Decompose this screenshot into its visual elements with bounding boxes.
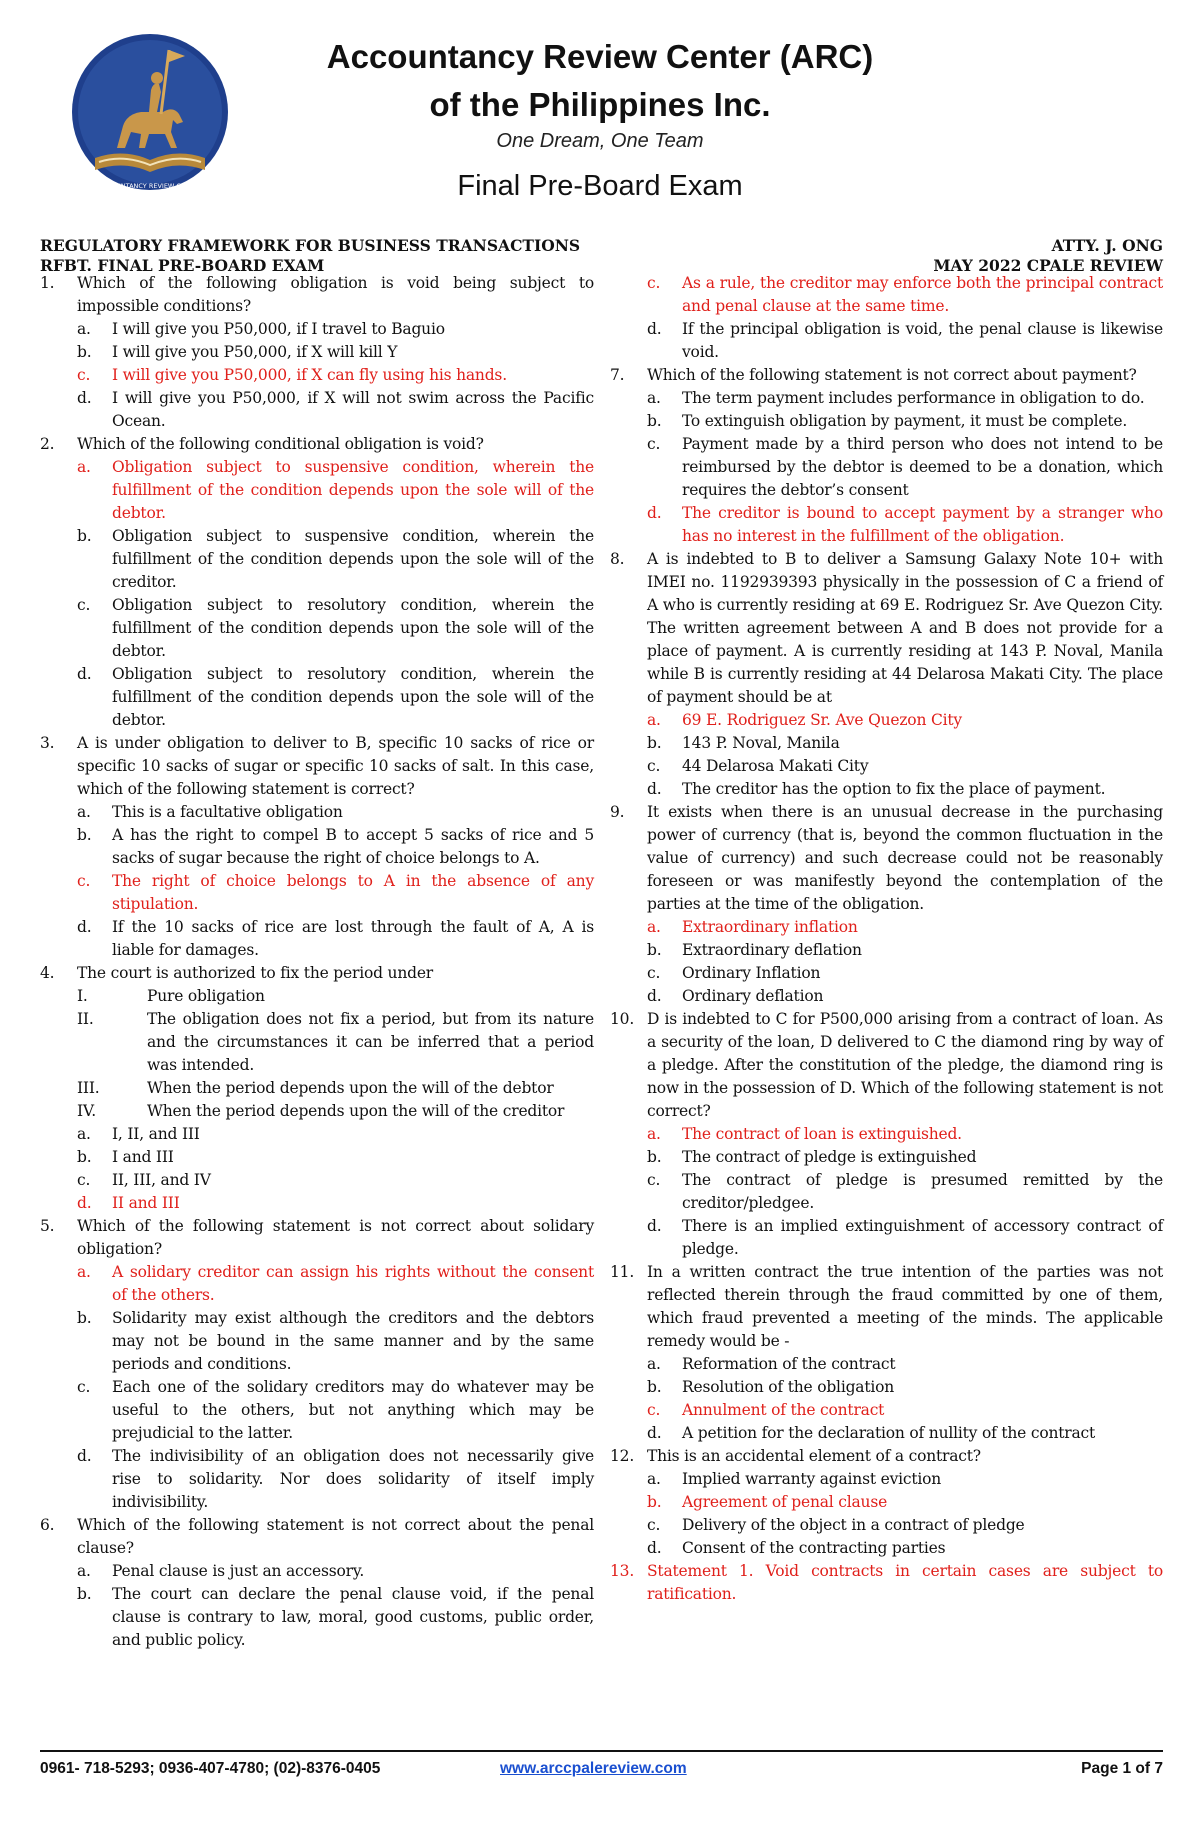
option-d-answer: d. II and III (77, 1194, 180, 1212)
option-a: a. Reformation of the contract (647, 1355, 896, 1373)
option-c: c. The contract of pledge is presumed remitted by the creditor/pledgee. (647, 1171, 1163, 1212)
option-b: b. I and III (77, 1148, 174, 1166)
option-d: d. Obligation subject to resolutory condition, wherein the fulfillment of the condition depends upon the sole will of the debtor. (77, 665, 594, 729)
footer-website-link[interactable]: www.arccpalereview.com (500, 1760, 687, 1777)
option-d: d. The indivisibility of an obligation does not necessarily give rise to solidarity. Nor does solidarity of itself imply indivisibility. (77, 1447, 594, 1511)
left-column (40, 272, 594, 1652)
question-3: 3. A is under obligation to deliver to B, specific 10 sacks of rice or specific 10 sacks of sugar or specific 10 sacks of salt. In this case, which of the following statement is correct? (40, 732, 594, 801)
option-a-answer: a. 69 E. Rodriguez Sr. Ave Quezon City (647, 711, 962, 729)
question-text: Which of the following statement is not correct about the penal clause? (77, 1516, 594, 1557)
option-a-answer: a. Obligation subject to suspensive condition, wherein the fulfillment of the condition depends upon the sole will of the debtor. (77, 458, 594, 522)
roman-item-i: I. Pure obligation (77, 987, 265, 1005)
tagline: One Dream, One Team (496, 130, 704, 152)
option-a-answer: a. Extraordinary inflation (647, 918, 858, 936)
question-4: 4. The court is authorized to fix the period under (40, 962, 594, 985)
option-a: a. Penal clause is just an accessory. (77, 1562, 365, 1580)
question-7: 7. Which of the following statement is not correct about payment? (610, 364, 1163, 387)
question-text: The court is authorized to fix the period under (77, 964, 434, 982)
option-d: d. The creditor has the option to fix the place of payment. (647, 780, 1106, 798)
option-b: b. I will give you P50,000, if X will kill Y (77, 343, 398, 361)
option-c: c. Obligation subject to resolutory condition, wherein the fulfillment of the condition depends upon the sole will of the debtor. (77, 596, 594, 660)
question-text: Statement 1. Void contracts in certain cases are subject to ratification. (647, 1562, 1163, 1603)
option-a-answer: a. A solidary creditor can assign his rights without the consent of the others. (77, 1263, 594, 1304)
option-b: b. Obligation subject to suspensive condition, wherein the fulfillment of the condition depends upon the sole will of the creditor. (77, 527, 594, 591)
option-a: a. The term payment includes performance in obligation to do. (647, 389, 1145, 407)
option-d: d. I will give you P50,000, if X will not swim across the Pacific Ocean. (77, 389, 594, 430)
option-d: d. If the principal obligation is void, the penal clause is likewise void. (647, 320, 1163, 361)
question-9: 9. It exists when there is an unusual decrease in the purchasing power of currency (that is, beyond the common fluctuation in the value of currency) and such decrease could not be reasonably foreseen or was manifestly beyond the contemplation of the parties at the time of the obligation. (610, 801, 1163, 916)
option-b-answer: b. Agreement of penal clause (647, 1493, 888, 1511)
option-b: b. To extinguish obligation by payment, it must be complete. (647, 412, 1128, 430)
option-c-answer: c. I will give you P50,000, if X can fly using his hands. (77, 366, 507, 384)
option-c-answer: c. The right of choice belongs to A in the absence of any stipulation. (77, 872, 594, 913)
question-text: Which of the following statement is not correct about payment? (647, 366, 1137, 384)
option-c: c. 44 Delarosa Makati City (647, 757, 869, 775)
option-c-answer: c. Annulment of the contract (647, 1401, 885, 1419)
question-text: In a written contract the true intention of the parties was not reflected therein through the fraud committed by one of them, which fraud prevented a meeting of the minds. The applicable remedy would be - (647, 1263, 1163, 1350)
option-a: a. I, II, and III (77, 1125, 200, 1143)
question-text: This is an accidental element of a contract? (647, 1447, 981, 1465)
option-b: b. The contract of pledge is extinguished (647, 1148, 977, 1166)
exam-code: RFBT. FINAL PRE-BOARD EXAM (40, 256, 325, 275)
question-13: 13. Statement 1. Void contracts in certain cases are subject to ratification. (610, 1560, 1163, 1606)
option-c: c. Ordinary Inflation (647, 964, 821, 982)
option-d: d. There is an implied extinguishment of accessory contract of pledge. (647, 1217, 1163, 1258)
option-d: d. If the 10 sacks of rice are lost through the fault of A, A is liable for damages. (77, 918, 594, 959)
question-6: 6. Which of the following statement is not correct about the penal clause? (40, 1514, 594, 1560)
footer-phones: 0961- 718-5293; 0936-407-4780; (02)-8376-0405 (40, 1760, 381, 1777)
option-a: a. This is a facultative obligation (77, 803, 343, 821)
option-d: d. Consent of the contracting parties (647, 1539, 946, 1557)
footer-page-number: Page 1 of 7 (1081, 1760, 1163, 1777)
question-11: 11. In a written contract the true intention of the parties was not reflected therein through the fraud committed by one of them, which fraud prevented a meeting of the minds. The applicable remedy would be - (610, 1261, 1163, 1353)
question-text: It exists when there is an unusual decrease in the purchasing power of currency (that is, beyond the common fluctuation in the value of currency) and such decrease could not be reasonably foreseen or was manifestly beyond the contemplation of the parties at the time of the obligation. (647, 803, 1163, 913)
option-c: c. Delivery of the object in a contract of pledge (647, 1516, 1025, 1534)
roman-item-iii: III. When the period depends upon the will of the debtor (77, 1079, 554, 1097)
roman-item-iv: IV. When the period depends upon the will of the creditor (77, 1102, 565, 1120)
option-a: a. Implied warranty against eviction (647, 1470, 942, 1488)
option-b: b. A has the right to compel B to accept 5 sacks of rice and 5 sacks of sugar because the right of choice belongs to A. (77, 826, 594, 867)
question-10: 10. D is indebted to C for P500,000 arising from a contract of loan. As a security of the loan, D delivered to C the diamond ring by way of a pledge. After the constitution of the pledge, the diamond ring is now in the possession of D. Which of the following statement is not correct? (610, 1008, 1163, 1123)
svg-text:ACCOUNTANCY REVIEW CENTER: ACCOUNTANCY REVIEW CENTER (97, 182, 203, 190)
option-d: d. A petition for the declaration of nullity of the contract (647, 1424, 1096, 1442)
question-text: A is indebted to B to deliver a Samsung Galaxy Note 10+ with IMEI no. 1192939393 physically in the possession of C a friend of A who is currently residing at 69 E. Rodriguez Sr. Ave Quezon City. The written agreement between A and B does not provide for a place of payment. A is currently residing at 143 P. Noval, Manila while B is currently residing at 44 Delarosa Makati City. The place of payment should be at (647, 550, 1163, 706)
option-b: b. The court can declare the penal clause void, if the penal clause is contrary to law, moral, good customs, public order, and public policy. (77, 1585, 594, 1649)
subject-title: REGULATORY FRAMEWORK FOR BUSINESS TRANSACTIONS (40, 236, 581, 255)
option-c: c. Payment made by a third person who does not intend to be reimbursed by the debtor is deemed to be a donation, which requires the debtor’s consent (647, 435, 1163, 499)
question-1: 1. Which of the following obligation is void being subject to impossible conditions? (40, 272, 594, 318)
option-b: b. Resolution of the obligation (647, 1378, 895, 1396)
option-a: a. I will give you P50,000, if I travel to Baguio (77, 320, 445, 338)
option-d-answer: d. The creditor is bound to accept payment by a stranger who has no interest in the fulfillment of the obligation. (647, 504, 1163, 545)
option-a-answer: a. The contract of loan is extinguished. (647, 1125, 962, 1143)
question-text: Which of the following obligation is void being subject to impossible conditions? (77, 274, 594, 315)
right-column (610, 272, 1163, 1606)
option-d: d. Ordinary deflation (647, 987, 824, 1005)
org-name-line-1: Accountancy Review Center (ARC) (326, 38, 874, 75)
question-2: 2. Which of the following conditional obligation is void? (40, 433, 594, 456)
option-b: b. Extraordinary deflation (647, 941, 862, 959)
option-c: c. II, III, and IV (77, 1171, 211, 1189)
question-text: Which of the following conditional obligation is void? (77, 435, 484, 453)
question-5: 5. Which of the following statement is not correct about solidary obligation? (40, 1215, 594, 1261)
review-period: MAY 2022 CPALE REVIEW (933, 256, 1163, 275)
roman-item-ii: II. The obligation does not fix a period, but from its nature and the circumstances it can be inferred that a period was intended. (77, 1010, 594, 1074)
question-12: 12. This is an accidental element of a contract? (610, 1445, 1163, 1468)
option-b: b. 143 P. Noval, Manila (647, 734, 840, 752)
exam-title: Final Pre-Board Exam (457, 170, 743, 202)
org-name-line-2: of the Philippines Inc. (429, 86, 771, 123)
option-c: c. Each one of the solidary creditors may do whatever may be useful to the others, but not anything which may be prejudicial to the latter. (77, 1378, 594, 1442)
option-c-answer: c. As a rule, the creditor may enforce both the principal contract and penal clause at the same time. (647, 274, 1163, 315)
question-text: Which of the following statement is not correct about solidary obligation? (77, 1217, 594, 1258)
footer-divider (40, 1750, 1163, 1752)
option-b: b. Solidarity may exist although the creditors and the debtors may not be bound in the same manner and by the same periods and conditions. (77, 1309, 594, 1373)
question-text: D is indebted to C for P500,000 arising from a contract of loan. As a security of the loan, D delivered to C the diamond ring by way of a pledge. After the constitution of the pledge, the diamond ring is now in the possession of D. Which of the following statement is not correct? (647, 1010, 1163, 1120)
question-text: A is under obligation to deliver to B, specific 10 sacks of rice or specific 10 sacks of sugar or specific 10 sacks of salt. In this case, which of the following statement is correct? (77, 734, 594, 798)
instructor-name: ATTY. J. ONG (1051, 236, 1163, 255)
question-8: 8. A is indebted to B to deliver a Samsung Galaxy Note 10+ with IMEI no. 1192939393 physically in the possession of C a friend of A who is currently residing at 69 E. Rodriguez Sr. Ave Quezon City. The written agreement between A and B does not provide for a place of payment. A is currently residing at 143 P. Noval, Manila while B is currently residing at 44 Delarosa Makati City. The place of payment should be at (610, 548, 1163, 709)
